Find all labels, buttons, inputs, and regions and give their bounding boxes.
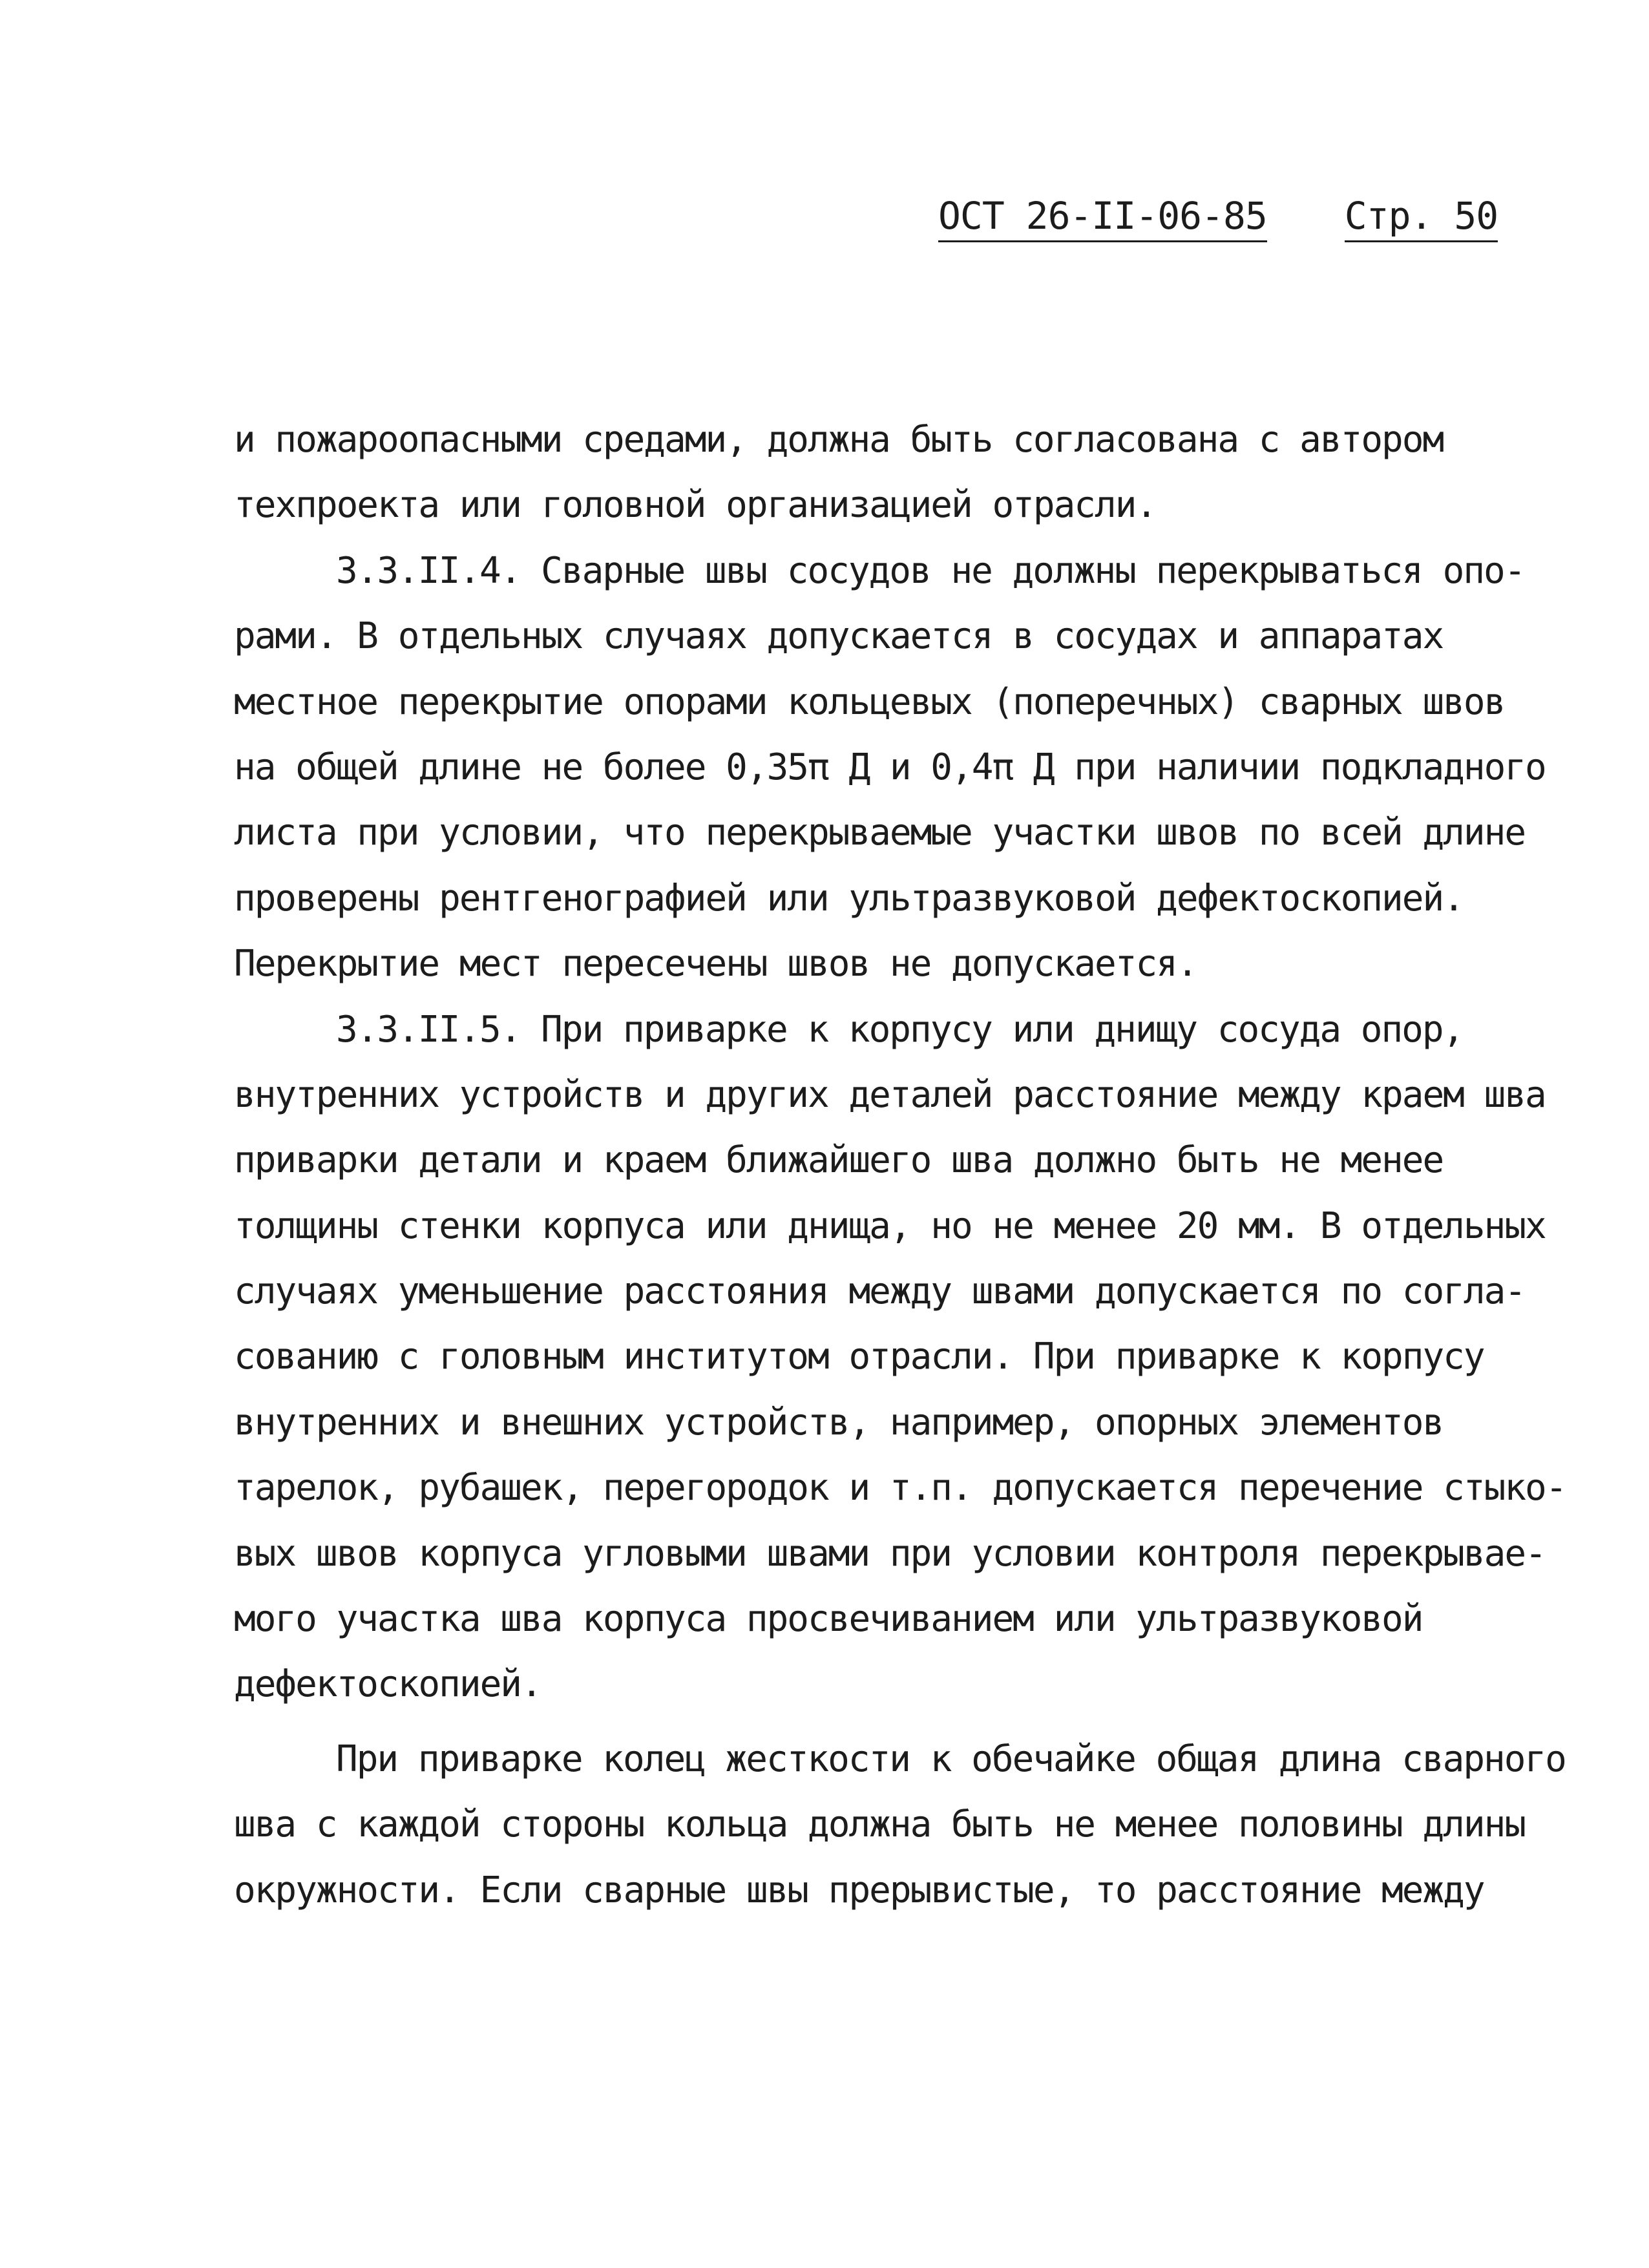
text-line: внутренних устройств и других деталей расстояние между краем шва [234,1073,1546,1116]
text-line: сованию с головным институтом отрасли. При приварке к корпусу [234,1336,1484,1378]
clause-3-3-11-4-start: 3.3.II.4. Сварные швы сосудов не должны перекрываться опо- [336,549,1525,592]
text-line: толщины стенки корпуса или днища, но не менее 20 мм. В отдельных [234,1204,1546,1247]
standard-number: ОСТ 26-II-06-85 [938,193,1267,242]
paragraph-start: При приварке колец жесткости к обечайке общая длина сварного [336,1738,1566,1780]
text-line: внутренних и внешних устройств, например, опорных элементов [234,1401,1444,1444]
document-body [234,407,1565,1923]
text-line: на общей длине не более 0,35π Д и 0,4π Д при наличии подкладного [234,746,1546,788]
text-line: рами. В отдельных случаях допускается в сосудах и аппаратах [234,615,1444,658]
page-number: Стр. 50 [1345,193,1498,242]
text-line: шва с каждой стороны кольца должна быть не менее половины длины [234,1803,1526,1846]
text-line: вых швов корпуса угловыми швами при условии контроля перекрывае- [234,1532,1546,1575]
text-line: окружности. Если сварные швы прерывистые, то расстояние между [234,1869,1484,1911]
page-header [938,193,1498,242]
text-line: Перекрытие мест пересечены швов не допускается. [234,943,1197,985]
text-line: листа при условии, что перекрываемые участки швов по всей длине [234,812,1526,854]
text-line: дефектоскопией. [234,1663,541,1706]
text-line: и пожароопасными средами, должна быть согласована с автором [234,419,1444,461]
clause-3-3-11-5-start: 3.3.II.5. При приварке к корпусу или днищу сосуда опор, [336,1008,1464,1051]
text-line: приварки детали и краем ближайшего шва должно быть не менее [234,1139,1444,1182]
text-line: мого участка шва корпуса просвечиванием или ультразвуковой [234,1598,1423,1641]
text-line: местное перекрытие опорами кольцевых (поперечных) сварных швов [234,680,1505,723]
text-line: техпроекта или головной организацией отрасли. [234,484,1157,527]
text-line: проверены рентгенографией или ультразвуковой дефектоскопией. [234,877,1464,919]
text-line: случаях уменьшение расстояния между швами допускается по согла- [234,1270,1526,1313]
text-line: тарелок, рубашек, перегородок и т.п. допускается перечение стыко- [234,1467,1566,1509]
